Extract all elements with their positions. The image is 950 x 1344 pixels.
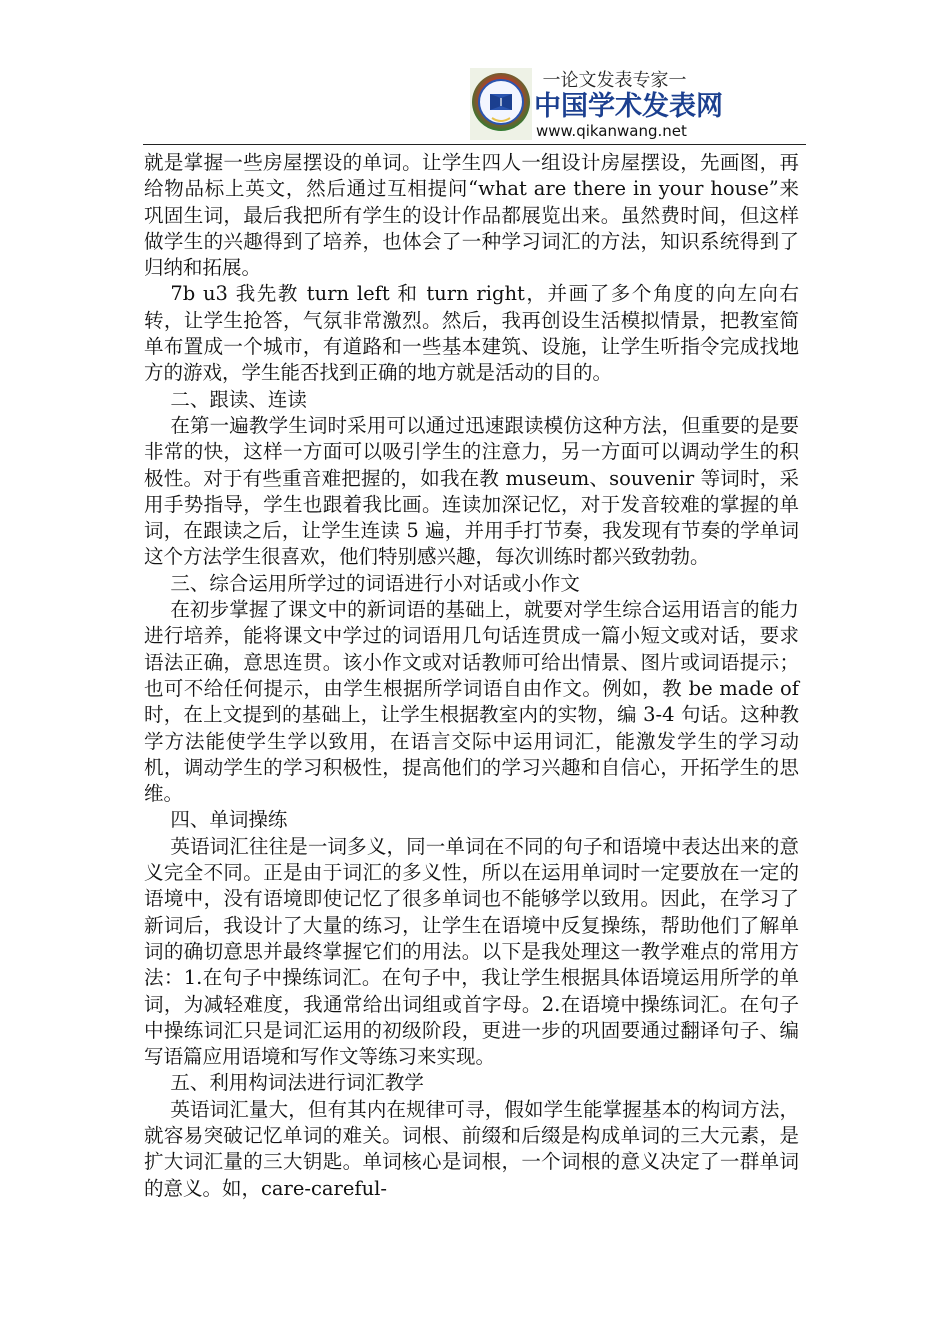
section-heading: 五、利用构词法进行词汇教学	[170, 1071, 424, 1095]
section-heading: 三、综合运用所学过的词语进行小对话或小作文	[170, 571, 580, 595]
paragraph: 在第一遍教学生词时采用可以通过迅速跟读模仿这种方法，但重要的是要非常的快，这样一方面可以吸引学生的注意力，另一方面可以调动学生的积极性。对于有些重音难把握的，如我在教 museum、souvenir 等词时，采用手势指导，学生也跟着我比画。连读加深记忆，对于发音较难的掌握的单词，在跟读之后，让学生连读 5 遍，并用手打节奏，我发现有节奏的学单词这个方法学生很喜欢，他们特别感兴趣，每次训练时都兴致勃勃。	[144, 413, 799, 569]
emblem-icon	[470, 68, 532, 140]
article-body	[144, 150, 799, 1202]
paragraph: 就是掌握一些房屋摆设的单词。让学生四人一组设计房屋摆设，先画图，再给物品标上英文，然后通过互相提问“what are there in your house”来巩固生词，最后我把所有学生的设计作品都展览出来。虽然费时间，但这样做学生的兴趣得到了培养，也体会了一种学习词汇的方法，知识系统得到了归纳和拓展。	[144, 151, 799, 280]
paragraph: 英语词汇量大，但有其内在规律可寻，假如学生能掌握基本的构词方法，就容易突破记忆单词的难关。词根、前缀和后缀是构成单词的三大元素，是扩大词汇量的三大钥匙。单词核心是词根，一个词根的意义决定了一群单词的意义。如，care-careful-	[144, 1097, 799, 1200]
paragraph: 英语词汇往往是一词多义，同一单词在不同的句子和语境中表达出来的意义完全不同。正是由于词汇的多义性，所以在运用单词时一定要放在一定的语境中，没有语境即使记忆了很多单词也不能够学以致用。因此，在学习了新词后，我设计了大量的练习，让学生在语境中反复操练，帮助他们了解单词的确切意思并最终掌握它们的用法。以下是我处理这一教学难点的常用方法：1.在句子中操练词汇。在句子中，我让学生根据具体语境运用所学的单词，为减轻难度，我通常给出词组或首字母。2.在语境中操练词汇。在句子中操练词汇只是词汇运用的初级阶段，更进一步的巩固要通过翻译句子、编写语篇应用语境和写作文等练习来实现。	[144, 834, 799, 1069]
logo-url: www.qikanwang.net	[536, 122, 687, 140]
logo-slogan: 一论文发表专家一	[542, 70, 687, 91]
site-logo	[470, 68, 723, 142]
section-heading: 四、单词操练	[170, 808, 288, 832]
paragraph: 在初步掌握了课文中的新词语的基础上，就要对学生综合运用语言的能力进行培养，能将课文中学过的词语用几句话连贯成一篇小短文或对话，要求语法正确，意思连贯。该小作文或对话教师可给出情景、图片或词语提示；也可不给任何提示，由学生根据所学词语自由作文。例如，教 be made of 时，在上文提到的基础上，让学生根据教室内的实物，编 3-4 句话。这种教学方法能使学生学以致用，在语言交际中运用词汇，能激发学生的学习动机，调动学生的学习积极性，提高他们的学习兴趣和自信心，开拓学生的思维。	[144, 598, 799, 806]
logo-site-name: 中国学术发表网	[534, 91, 723, 122]
paragraph: 7b u3 我先教 turn left 和 turn right，并画了多个角度的向左向右转，让学生抢答，气氛非常激烈。然后，我再创设生活模拟情景，把教室简单布置成一个城市，有道路和一些基本建筑、设施，让学生听指令完成找地方的游戏，学生能否找到正确的地方就是活动的目的。	[144, 282, 799, 385]
header-divider	[143, 144, 806, 145]
section-heading: 二、跟读、连读	[170, 387, 307, 411]
